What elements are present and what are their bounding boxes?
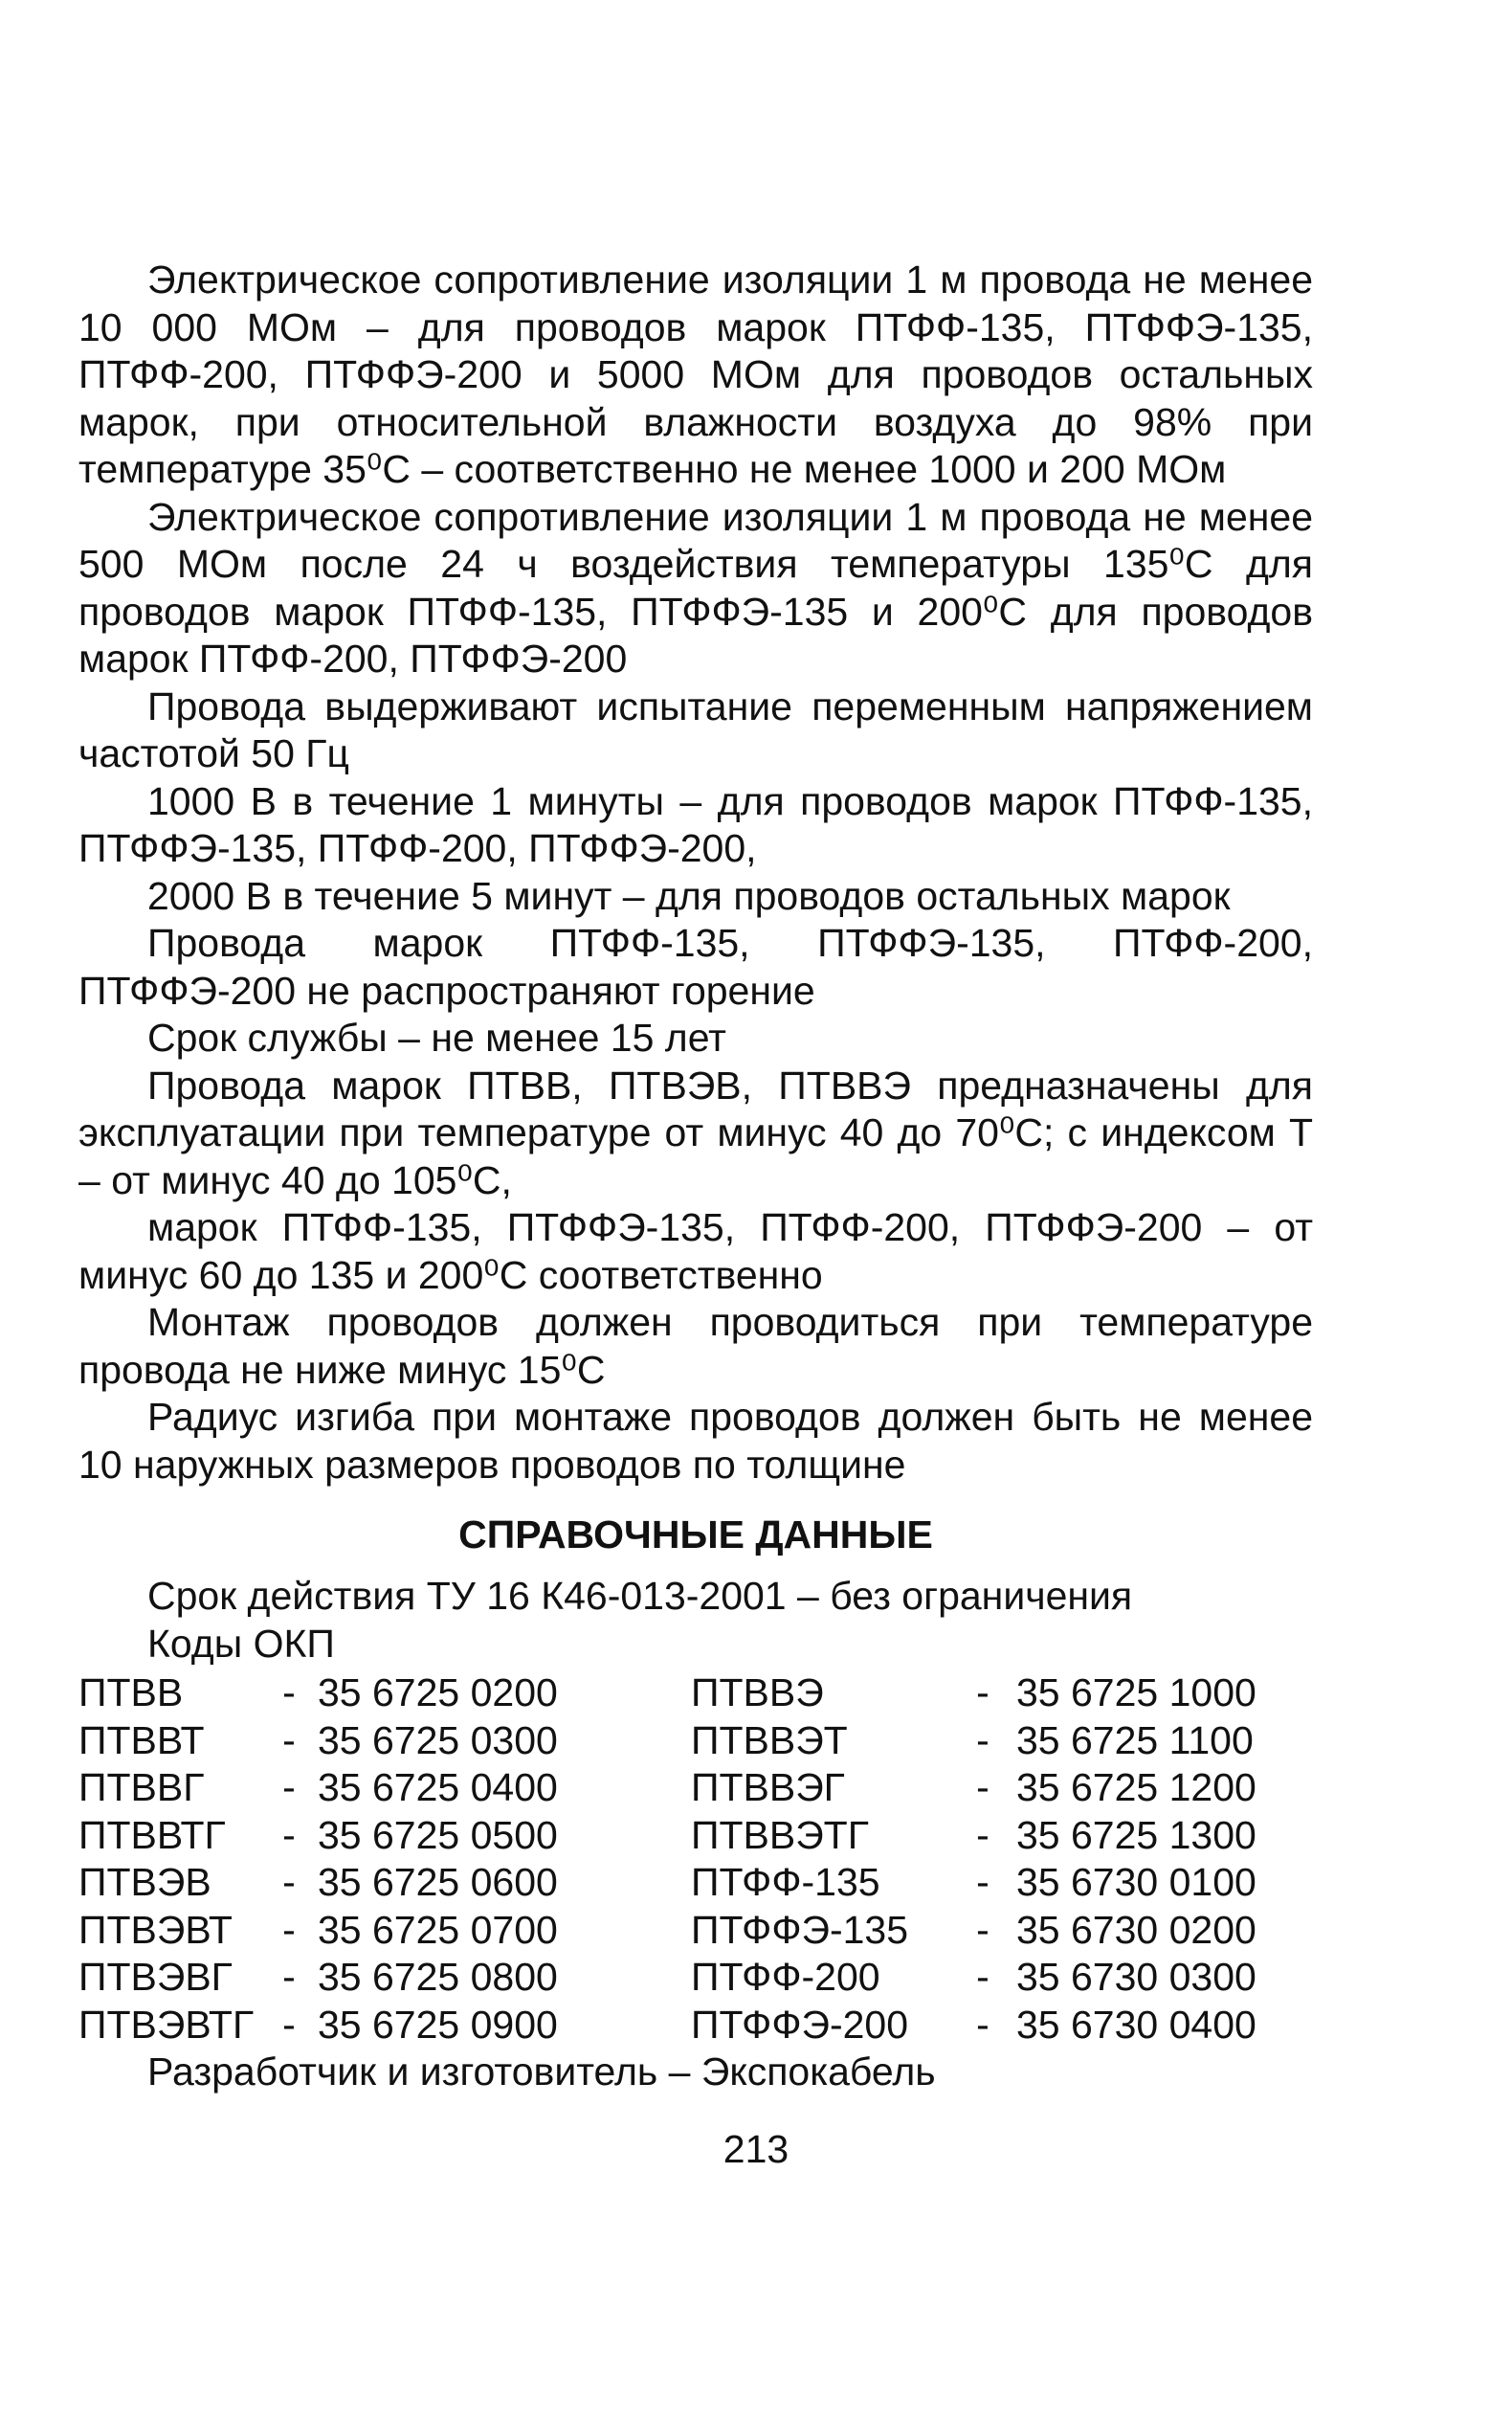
okp-code: 35 6730 0200 [1016, 1907, 1256, 1952]
page-number: 213 [723, 2127, 789, 2171]
table-row [78, 1859, 1313, 1907]
okp-code: 35 6725 0700 [318, 1907, 558, 1952]
okp-code: 35 6725 1300 [1016, 1812, 1256, 1857]
okp-code: 35 6725 0800 [318, 1955, 558, 1999]
paragraph: Электрическое сопротивление изоляции 1 м провода не менее 10 000 МОм – для проводов марок ПТФФ-135, ПТФФЭ-135, ПТФФ-200, ПТФФЭ-200 и 5000 МОм для проводов остальных марок, при относительной влажности воздуха до 98% при температуре 35⁰С – соответственно не менее 1000 и 200 МОм [78, 258, 1313, 491]
section-title: СПРАВОЧНЫЕ ДАННЫЕ [458, 1512, 933, 1557]
dash: - [282, 1812, 296, 1857]
dash: - [976, 1860, 989, 1904]
paragraph: 1000 В в течение 1 минуты – для проводов марок ПТФФ-135, ПТФФЭ-135, ПТФФ-200, ПТФФЭ-200, [78, 778, 1313, 870]
validity-text: Срок действия ТУ 16 К46-013-2001 – без ограничения [147, 1574, 1133, 1618]
paragraph: Провода марок ПТВВ, ПТВЭВ, ПТВВЭ предназначены для эксплуатации при температуре от минус 40 до 70⁰С; с индексом Т – от минус 40 до 105⁰С, [78, 1063, 1313, 1202]
okp-code: 35 6725 0900 [318, 2002, 558, 2047]
table-row [78, 1812, 1313, 1860]
wire-brand: ПТВВЭТГ [691, 1812, 869, 1857]
okp-code: 35 6730 0100 [1016, 1860, 1256, 1904]
dash: - [976, 1765, 989, 1809]
wire-brand: ПТВЭВТГ [78, 2002, 255, 2047]
table-row [78, 1907, 1313, 1955]
table-row [78, 1717, 1313, 1765]
dash: - [282, 1670, 296, 1714]
paragraph: Срок службы – не менее 15 лет [147, 1016, 726, 1060]
wire-brand: ПТВВЭ [691, 1670, 824, 1714]
dash: - [976, 2002, 989, 2047]
wire-brand: ПТВВТГ [78, 1812, 226, 1857]
table-row [78, 1954, 1313, 2002]
dash: - [282, 1717, 296, 1762]
dash: - [976, 1812, 989, 1857]
okp-code: 35 6725 0300 [318, 1717, 558, 1762]
paragraph: Провода выдерживают испытание переменным напряжением частотой 50 Гц [78, 683, 1313, 775]
wire-brand: ПТФФ-200 [691, 1955, 880, 1999]
dash: - [976, 1955, 989, 1999]
paragraph: марок ПТФФ-135, ПТФФЭ-135, ПТФФ-200, ПТФФЭ-200 – от минус 60 до 135 и 200⁰С соответственно [78, 1205, 1313, 1297]
dash: - [282, 1860, 296, 1904]
dash: - [282, 2002, 296, 2047]
dash: - [976, 1717, 989, 1762]
okp-code: 35 6725 0400 [318, 1765, 558, 1809]
wire-brand: ПТФФ-135 [691, 1860, 880, 1904]
wire-brand: ПТВВЭТ [691, 1717, 848, 1762]
okp-code: 35 6725 1100 [1016, 1717, 1254, 1762]
table-row [78, 1669, 1313, 1717]
dash: - [976, 1907, 989, 1952]
okp-code: 35 6730 0300 [1016, 1955, 1256, 1999]
codes-label: Коды ОКП [147, 1621, 335, 1666]
paragraph: Провода марок ПТФФ-135, ПТФФЭ-135, ПТФФ-200, ПТФФЭ-200 не распространяют горение [78, 921, 1313, 1013]
paragraph: Радиус изгиба при монтаже проводов должен быть не менее 10 наружных размеров проводов по толщине [78, 1395, 1313, 1487]
okp-code: 35 6725 1200 [1016, 1765, 1256, 1809]
wire-brand: ПТВВ [78, 1670, 184, 1714]
okp-code: 35 6725 0200 [318, 1670, 558, 1714]
wire-brand: ПТВЭВ [78, 1860, 211, 1904]
wire-brand: ПТВВТ [78, 1717, 205, 1762]
dash: - [282, 1955, 296, 1999]
developer-text: Разработчик и изготовитель – Экспокабель [147, 2049, 936, 2094]
paragraph: Монтаж проводов должен проводиться при температуре провода не ниже минус 15⁰С [78, 1300, 1313, 1392]
wire-brand: ПТВЭВТ [78, 1907, 233, 1952]
wire-brand: ПТФФЭ-135 [691, 1907, 909, 1952]
wire-brand: ПТВВГ [78, 1765, 205, 1809]
wire-brand: ПТВВЭГ [691, 1765, 845, 1809]
table-row [78, 1764, 1313, 1812]
okp-code: 35 6725 1000 [1016, 1670, 1256, 1714]
dash: - [282, 1765, 296, 1809]
wire-brand: ПТВЭВГ [78, 1955, 233, 1999]
wire-brand: ПТФФЭ-200 [691, 2002, 909, 2047]
body-text [78, 257, 1313, 2096]
paragraph: Электрическое сопротивление изоляции 1 м провода не менее 500 МОм после 24 ч воздействия температуры 135⁰С для проводов марок ПТФФ-135, ПТФФЭ-135 и 200⁰С для проводов марок ПТФФ-200, ПТФФЭ-200 [78, 494, 1313, 681]
okp-codes-table [78, 1669, 1313, 2049]
okp-code: 35 6730 0400 [1016, 2002, 1256, 2047]
dash: - [282, 1907, 296, 1952]
okp-code: 35 6725 0500 [318, 1812, 558, 1857]
dash: - [976, 1670, 989, 1714]
table-row [78, 2002, 1313, 2049]
paragraph: 2000 В в течение 5 минут – для проводов остальных марок [147, 873, 1231, 918]
okp-code: 35 6725 0600 [318, 1860, 558, 1904]
